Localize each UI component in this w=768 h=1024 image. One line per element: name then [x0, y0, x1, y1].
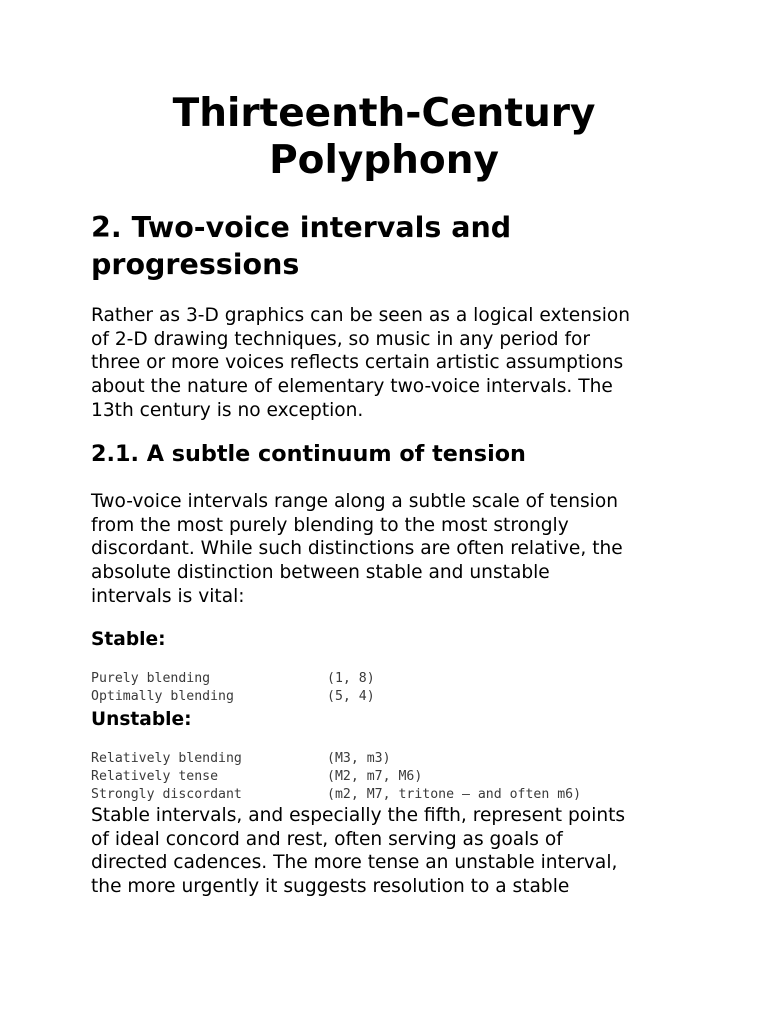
closing-paragraph: [91, 804, 691, 899]
interval-values: (M2, m7, M6): [327, 769, 423, 784]
list-item: [91, 768, 711, 786]
paragraph-line: discordant. While such distinctions are often relative, the: [91, 538, 623, 560]
unstable-heading: Unstable:: [91, 709, 192, 730]
interval-category: Relatively blending: [91, 751, 242, 766]
title-line-2: Polyphony: [269, 138, 499, 183]
interval-values: (M3, m3): [327, 751, 391, 766]
paragraph-line: directed cadences. The more tense an unstable interval,: [91, 852, 618, 874]
interval-values: (m2, M7, tritone – and often m6): [327, 787, 582, 802]
section-heading-line-1: 2. Two-voice intervals and: [91, 211, 512, 244]
paragraph-line: about the nature of elementary two-voice intervals. The: [91, 376, 613, 398]
stable-heading: Stable:: [91, 629, 166, 650]
section-heading: [91, 209, 691, 283]
paragraph-line: Stable intervals, and especially the fifth, represent points: [91, 805, 626, 826]
stable-interval-list: [91, 670, 711, 706]
list-item: [91, 786, 711, 804]
paragraph-line: from the most purely blending to the most strongly: [91, 514, 569, 536]
unstable-interval-list: [91, 750, 711, 804]
intro-paragraph: [91, 304, 691, 423]
interval-category: Relatively tense: [91, 769, 219, 784]
document-title: [0, 90, 768, 184]
interval-category: Strongly discordant: [91, 787, 242, 802]
list-item: [91, 688, 711, 706]
paragraph-line: 13th century is no exception.: [91, 399, 364, 421]
list-item: [91, 670, 711, 688]
interval-values: (1, 8): [327, 671, 375, 686]
section-heading-line-2: progressions: [91, 248, 300, 281]
subsection-heading: 2.1. A subtle continuum of tension: [91, 441, 526, 467]
paragraph-line: three or more voices reflects certain artistic assumptions: [91, 352, 624, 374]
continuum-paragraph: [91, 490, 691, 609]
paragraph-line: absolute distinction between stable and unstable: [91, 562, 550, 584]
paragraph-line: Rather as 3-D graphics can be seen as a logical extension: [91, 305, 631, 326]
interval-category: Optimally blending: [91, 689, 234, 704]
title-line-1: Thirteenth-Century: [172, 91, 596, 136]
paragraph-line: intervals is vital:: [91, 585, 245, 607]
paragraph-line: the more urgently it suggests resolution to a stable: [91, 876, 570, 898]
paragraph-line: of 2-D drawing techniques, so music in any period for: [91, 328, 591, 350]
paragraph-line: Two-voice intervals range along a subtle scale of tension: [91, 491, 618, 512]
paragraph-line: of ideal concord and rest, often serving as goals of: [91, 828, 563, 850]
interval-category: Purely blending: [91, 671, 211, 686]
interval-values: (5, 4): [327, 689, 375, 704]
list-item: [91, 750, 711, 768]
